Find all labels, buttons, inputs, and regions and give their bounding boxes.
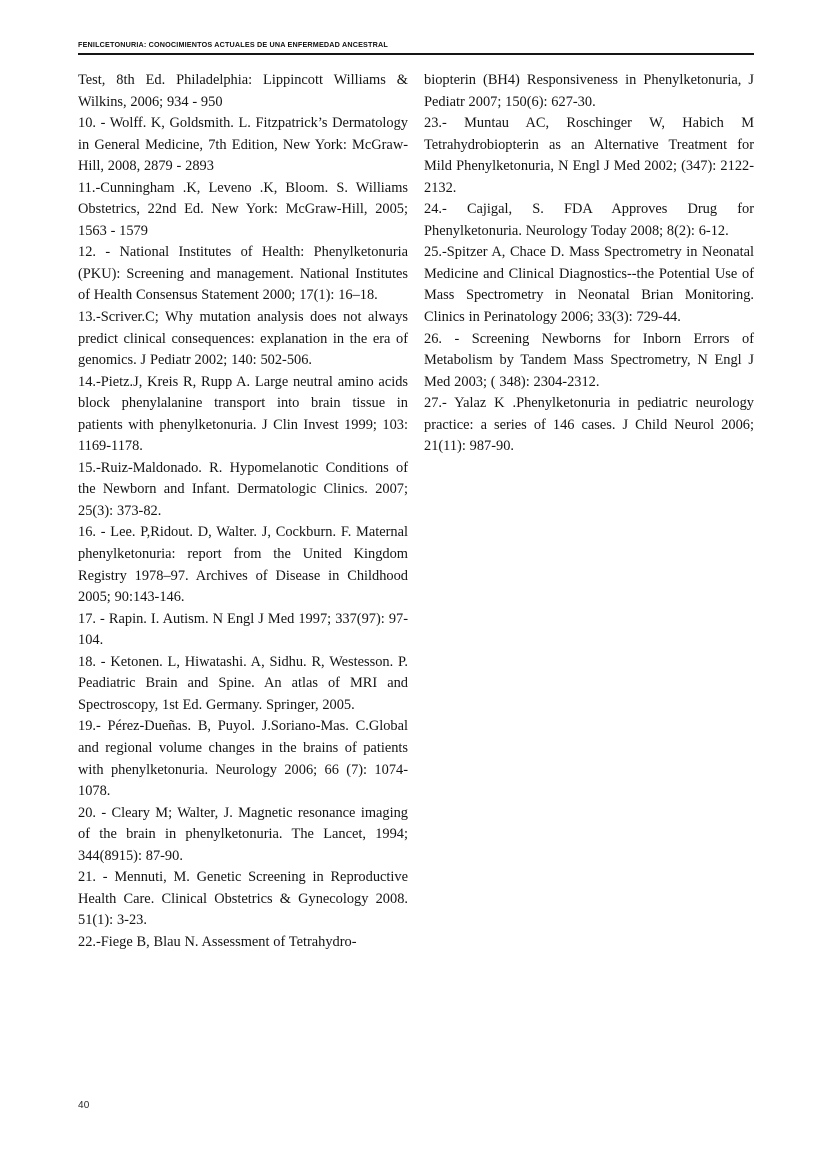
body-columns xyxy=(78,70,754,953)
reference-entry: 14.-Pietz.J, Kreis R, Rupp A. Large neutral amino acids block phenylalanine transport into brain tissue in patients with phenylketonuria. J Clin Invest 1999; 103: 1169-1178. xyxy=(78,373,408,455)
reference-entry: 22.-Fiege B, Blau N. Assessment of Tetrahydro- xyxy=(78,933,357,950)
reference-entry: 12. - National Institutes of Health: Phenylketonuria (PKU): Screening and management. National Institutes of Health Consensus Statement 2000; 17(1): 16–18. xyxy=(78,244,408,304)
reference-entry: 17. - Rapin. I. Autism. N Engl J Med 1997; 337(97): 97-104. xyxy=(78,610,408,649)
running-head-title: FENILCETONURIA: CONOCIMIENTOS ACTUALES DE UNA ENFERMEDAD ANCESTRAL xyxy=(78,40,388,49)
left-column xyxy=(78,70,408,953)
reference-entry: 20. - Cleary M; Walter, J. Magnetic resonance imaging of the brain in phenylketonuria. The Lancet, 1994; 344(8915): 87-90. xyxy=(78,804,408,864)
reference-entry: 24.- Cajigal, S. FDA Approves Drug for Phenylketonuria. Neurology Today 2008; 8(2): 6-12. xyxy=(424,201,754,239)
reference-entry: 18. - Ketonen. L, Hiwatashi. A, Sidhu. R, Westesson. P. Peadiatric Brain and Spine. An atlas of MRI and Spectroscopy, 1st Ed. Germany. Springer, 2005. xyxy=(78,653,408,713)
reference-entry: Test, 8th Ed. Philadelphia: Lippincott Williams & Wilkins, 2006; 934 - 950 xyxy=(78,72,408,110)
reference-entry: 16. - Lee. P,Ridout. D, Walter. J, Cockburn. F. Maternal phenylketonuria: report from the United Kingdom Registry 1978–97. Archives of Disease in Childhood 2005; 90:143-146. xyxy=(78,524,408,606)
reference-entry: 19.- Pérez-Dueñas. B, Puyol. J.Soriano-Mas. C.Global and regional volume changes in the brains of patients with phenylketonuria. Neurology 2006; 66 (7): 1074-1078. xyxy=(78,718,408,800)
reference-entry: 26. - Screening Newborns for Inborn Errors of Metabolism by Tandem Mass Spectrometry, N Engl J Med 2003; ( 348): 2304-2312. xyxy=(424,330,754,390)
reference-entry: 21. - Mennuti, M. Genetic Screening in Reproductive Health Care. Clinical Obstetrics & Gynecology 2008. 51(1): 3-23. xyxy=(78,869,408,929)
running-head xyxy=(78,40,754,55)
reference-entry: 25.-Spitzer A, Chace D. Mass Spectrometry in Neonatal Medicine and Clinical Diagnostics--the Potential Use of Mass Spectrometry in Neonatal Brian Monitoring. Clinics in Perinatology 2006; 33(3): 729-44. xyxy=(424,244,754,326)
reference-entry: 13.-Scriver.C; Why mutation analysis does not always predict clinical consequences: explanation in the era of genomics. J Pediatr 2002; 140: 502-506. xyxy=(78,309,408,369)
reference-entry: 27.- Yalaz K .Phenylketonuria in pediatric neurology practice: a series of 146 cases. J Child Neurol 2006; 21(11): 987-90. xyxy=(424,395,754,455)
reference-entry: 11.-Cunningham .K, Leveno .K, Bloom. S. Williams Obstetrics, 22nd Ed. New York: McGraw-Hill, 2005; 1563 - 1579 xyxy=(78,179,408,239)
reference-entry: 15.-Ruiz-Maldonado. R. Hypomelanotic Conditions of the Newborn and Infant. Dermatologic Clinics. 2007; 25(3): 373-82. xyxy=(78,459,408,519)
reference-entry: 10. - Wolff. K, Goldsmith. L. Fitzpatrick’s Dermatology in General Medicine, 7th Edition, New York: McGraw-Hill, 2008, 2879 - 2893 xyxy=(78,115,408,175)
page-number: 40 xyxy=(78,1100,90,1111)
reference-entry: biopterin (BH4) Responsiveness in Phenylketonuria, J Pediatr 2007; 150(6): 627-30. xyxy=(424,72,754,110)
right-column xyxy=(424,70,754,953)
reference-entry: 23.- Muntau AC, Roschinger W, Habich M Tetrahydrobiopterin as an Alternative Treatment for Mild Phenylketonuria, N Engl J Med 2002; (347): 2122-2132. xyxy=(424,115,754,196)
running-head-rule xyxy=(78,53,754,55)
